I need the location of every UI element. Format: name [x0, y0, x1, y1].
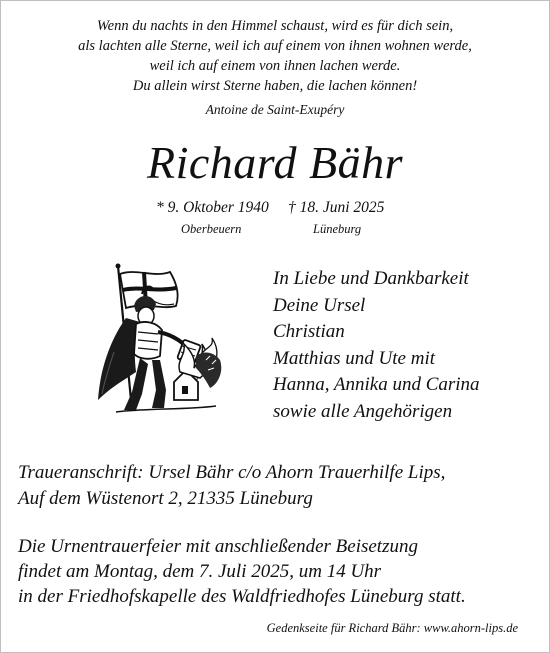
ceremony-line: in der Friedhofskapelle des Waldfriedhofes Lüneburg statt. [18, 586, 466, 607]
death-date: † 18. Juni 2025 [288, 199, 385, 216]
mourners-line: In Liebe und Dankbarkeit [273, 268, 469, 289]
mourners-line: Hanna, Annika und Carina [273, 374, 480, 396]
birth-date: * 9. Oktober 1940 [156, 199, 269, 216]
memorial-page-footer: Gedenkseite für Richard Bähr: www.ahorn-lips.de [266, 621, 518, 635]
mourners-line: Deine Ursel [273, 294, 366, 316]
quote-author: Antoine de Saint-Exupéry [205, 102, 345, 117]
saint-florian-illustration [96, 260, 226, 430]
address-line: Auf dem Wüstenort 2, 21335 Lüneburg [18, 488, 313, 509]
birth-place: Oberbeuern [181, 222, 242, 236]
quote-line: Du allein wirst Sterne haben, die lachen können! [132, 78, 418, 94]
quote-block [0, 16, 550, 120]
ceremony-line: Die Urnentrauerfeier mit anschließender Beisetzung [18, 536, 418, 557]
quote-line: Wenn du nachts in den Himmel schaust, wird es für dich sein, [96, 18, 454, 34]
ceremony-details [18, 534, 466, 609]
quote-line: als lachten alle Sterne, weil ich auf einem von ihnen wohnen werde, [78, 38, 472, 54]
mourning-address [18, 460, 445, 512]
mourners-block [273, 266, 480, 426]
quote-line: weil ich auf einem von ihnen lachen werde. [149, 58, 401, 74]
address-line: Traueranschrift: Ursel Bähr c/o Ahorn Trauerhilfe Lips, [18, 462, 446, 483]
mourners-line: sowie alle Angehörigen [273, 400, 453, 422]
death-place: Lüneburg [313, 222, 362, 236]
deceased-name: Richard Bähr [147, 137, 403, 188]
ceremony-line: findet am Montag, dem 7. Juli 2025, um 14 Uhr [18, 561, 382, 582]
mourners-line: Matthias und Ute mit [273, 347, 436, 369]
mourners-line: Christian [273, 321, 345, 343]
